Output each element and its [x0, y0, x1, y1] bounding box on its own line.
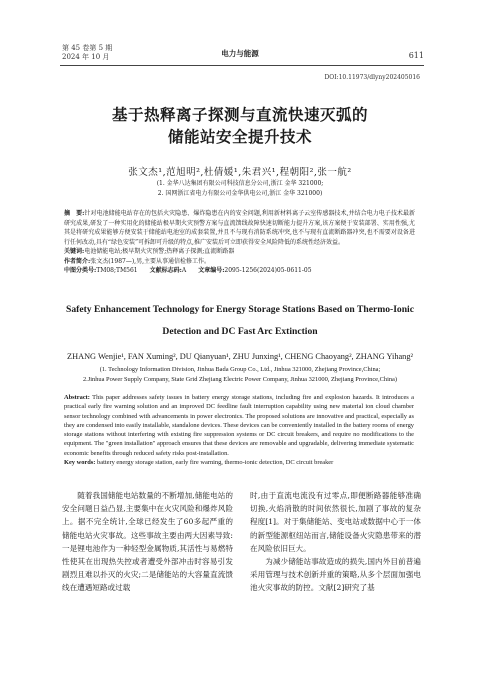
- issue-date: 2024 年 10 月: [62, 53, 110, 61]
- authors-chinese: 张文杰¹,范旭明²,杜倩媛¹,朱君兴¹,程朝阳²,张一航²: [128, 167, 352, 178]
- body-paragraph: 为减少储能站事故造成的损失,国内外目前普遍采用管理与技术创新并重的策略,从多个层面加强电池火灾事故的防控。文献[2]研究了基: [250, 557, 421, 593]
- abstract-en-body: [64, 393, 414, 458]
- article-no-value: 2095-1256(2024)05-0611-05: [224, 267, 312, 274]
- title-english: [0, 303, 480, 339]
- affiliation-en-1: (1. Technology Information Division, Jinhua Bada Group Co., Ltd., Jinhua 321000, Zhejiang Province,China;: [99, 366, 381, 373]
- journal-name: 电力与能源: [221, 49, 259, 58]
- body-column-left: [62, 489, 233, 595]
- affiliation-cn-1: (1. 金华八达集团有限公司科技信息分公司,浙江 金华 321000;: [156, 180, 324, 187]
- title-chinese: [0, 104, 480, 148]
- doi: DOI:10.11973/dlyny202405016: [324, 74, 420, 81]
- keywords-en-label: Key words:: [64, 459, 96, 467]
- title-english-line1: Safety Enhancement Technology for Energy Storage Stations Based on Thermo-Ionic: [66, 304, 414, 315]
- abstract-en-text: This paper addresses safety issues in battery energy storage stations, including fire and explosion hazards. It introduces a practical early fire warning solution and an improved DC feedline fault interruption capability using new material ion cloud chamber sensor technology combined with advancements in power electronics. The proposed solutions are innovative and practical, especially as they are condensed into easily installable, standalone devices. These devices can be conveniently installed in the battery rooms of energy storage stations without interfering with existing fire suppression systems or DC circuit breakers, and require no modifications to the equipment. The "green installation" approach ensures that these devices are removable and upgradable, delivering immediate systematic economic benefits through reduced safety risks post-installation.: [64, 394, 414, 457]
- classification-line: [64, 266, 415, 276]
- abstract-english: [64, 393, 414, 467]
- abstract-chinese: [64, 209, 415, 276]
- affiliations-chinese: [0, 179, 480, 198]
- affiliation-cn-2: 2. 国网浙江省电力有限公司金华供电公司,浙江 金华 321000): [157, 189, 323, 197]
- title-english-line2: Detection and DC Fast Arc Extinction: [162, 326, 318, 337]
- author-bio-label: 作者简介:: [64, 257, 91, 265]
- clc-value: TM08;TM561: [96, 267, 138, 274]
- title-chinese-line2: 储能站安全提升技术: [167, 127, 312, 146]
- header-divider: [60, 65, 424, 66]
- affiliation-en-2: 2.Jinhua Power Supply Company, State Grid Zhejiang Electric Power Company, Jinhua 321000, Zhejiang Province,China): [82, 376, 398, 383]
- doc-code-label: 文献标志码:: [149, 267, 182, 274]
- author-bio-text: 张文杰(1987—),男,主要从事通信检修工作。: [90, 257, 210, 265]
- keywords-cn-text: 电池储能电站;极早期火灾预警;热释离子探测;直流断路器: [84, 248, 235, 255]
- author-bio: [64, 257, 415, 267]
- body-column-right: [250, 489, 421, 595]
- authors-english: ZHANG Wenjie¹, FAN Xuming², DU Qianyuan¹, ZHU Junxing¹, CHENG Chaoyang², ZHANG Yihang²: [67, 352, 413, 361]
- affiliations-english: [0, 365, 480, 385]
- page-number: 611: [408, 51, 424, 60]
- abstract-en-label: Abstract:: [64, 394, 90, 401]
- keywords-cn-label: 关键词:: [64, 248, 85, 255]
- title-chinese-line1: 基于热释离子探测与直流快速灭弧的: [111, 105, 368, 124]
- keywords-en: [64, 458, 414, 467]
- abstract-cn-text: 针对电池储能电站存在的包括火灾隐患、爆炸隐患在内的安全问题,利用新材料离子云室传感器技术,并结合电力电子技术最新研究成果,研发了一种实用化的储能站极早期火灾预警方案与直流馈线故障快速切断能力提升方案,该方案便于安装部署、实用性强,尤其是将研究成果能够方便安装于储能站电池室的成套装置,并且不与现有消防系统冲突,也不与现有直流断路器冲突,也不需要对设备进行任何改动,具有“绿色安装”可拆卸可升级的特点,推广安装后可立即获得安全风险降低的系统性经济效益。: [64, 210, 415, 246]
- doc-code-value: A: [181, 267, 187, 274]
- keywords-cn: [64, 247, 415, 257]
- volume-issue: 第 45 卷第 5 期: [62, 44, 113, 52]
- article-no-label: 文章编号:: [198, 267, 225, 274]
- abstract-cn-body: [64, 209, 415, 247]
- clc-label: 中图分类号:: [64, 267, 97, 274]
- keywords-en-text: battery energy storage station, early fire warning, thermo-ionic detection, DC circuit breaker: [97, 459, 334, 467]
- body-paragraph-continued: 时,由于直流电流没有过零点,即便断路器能够准确切换,火焰消散的时间依然很长,加剧了事故的复杂程度[1]。对于集储能站、变电站或数据中心于一体的新型能源枢纽站而言,储能设备火灾隐患带来的潜在风险依旧巨大。: [250, 491, 421, 553]
- abstract-cn-label: 摘 要:: [64, 210, 85, 217]
- body-paragraph: 随着我国储能电站数量的不断增加,储能电站的安全问题日益凸显,主要集中在火灾风险和爆炸风险上。据不完全统计,全球已经发生了60多起严重的储能电站火灾事故。这些事故主要由两大因素导致:一是锂电池作为一种轻型金属物质,其活性与易燃特性使其在出现热失控或者遭受外部冲击时容易引发剧烈且难以扑灭的火灾;二是储能站的大容量直流馈线在遭遇短路或过载: [62, 491, 233, 593]
